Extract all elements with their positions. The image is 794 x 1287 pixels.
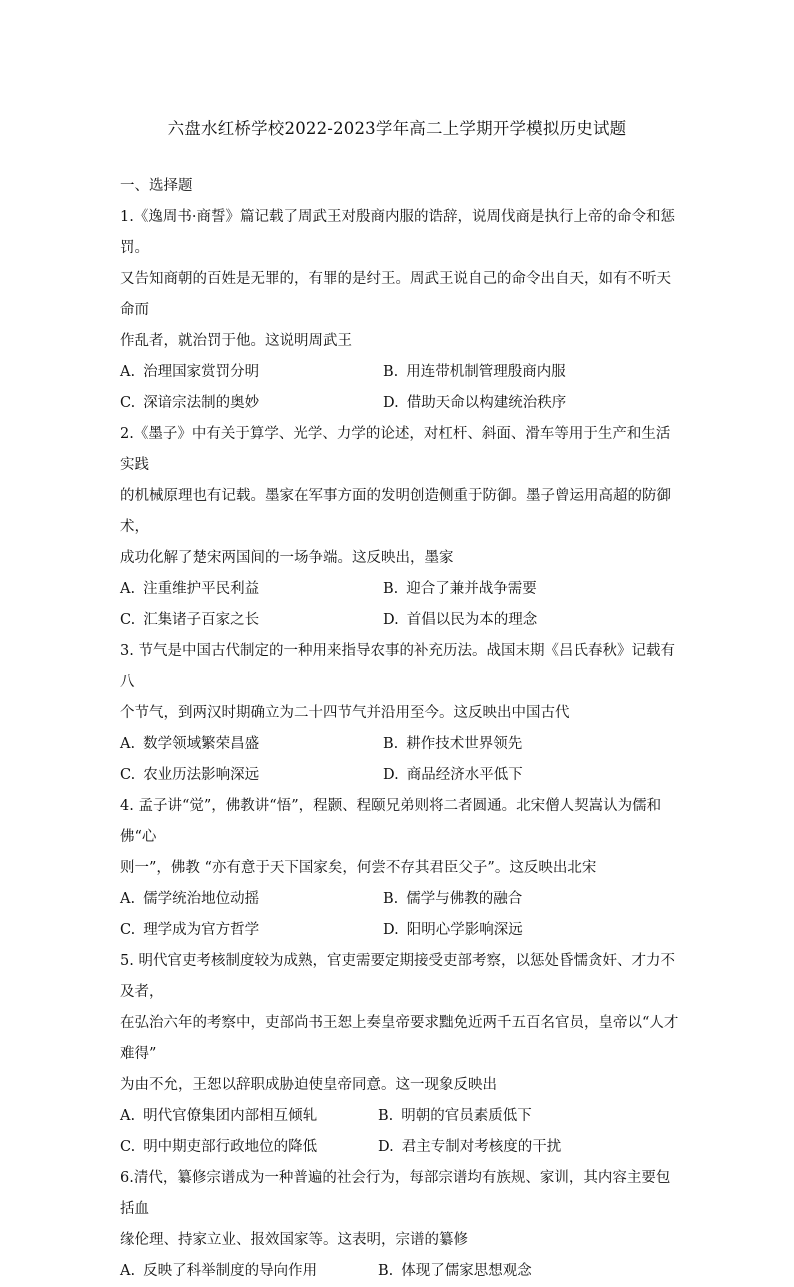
option-a bbox=[120, 574, 383, 605]
option-a bbox=[120, 1256, 378, 1287]
option-letter: A. bbox=[120, 1263, 136, 1279]
option-letter: A. bbox=[120, 581, 136, 597]
option-row bbox=[120, 884, 682, 915]
option-letter: C. bbox=[120, 1139, 136, 1155]
question-number: 4. bbox=[120, 798, 134, 814]
question-3 bbox=[120, 636, 682, 791]
option-text: 借助天命以构建统治秩序 bbox=[406, 395, 567, 411]
option-text: 农业历法影响深远 bbox=[143, 767, 260, 783]
option-row bbox=[120, 1101, 682, 1132]
question-text: 《逸周书·商誓》篇记载了周武王对殷商内服的诰辞，说周伐商是执行上帝的命令和惩罚。 bbox=[120, 209, 675, 256]
option-a bbox=[120, 357, 383, 388]
option-text: 深谙宗法制的奥妙 bbox=[143, 395, 260, 411]
option-text: 君主专制对考核度的干扰 bbox=[401, 1139, 562, 1155]
option-text: 阳明心学影响深远 bbox=[406, 922, 523, 938]
option-d bbox=[383, 760, 523, 791]
option-c bbox=[120, 915, 383, 946]
option-d bbox=[378, 1132, 561, 1163]
question-2 bbox=[120, 419, 682, 636]
option-text: 理学成为官方哲学 bbox=[143, 922, 260, 938]
option-letter: B. bbox=[383, 736, 399, 752]
option-row bbox=[120, 1132, 682, 1163]
question-stem-line: 缘伦理、持家立业、报效国家等。这表明，宗谱的纂修 bbox=[120, 1232, 468, 1248]
exam-title: 六盘水红桥学校2022-2023学年高二上学期开学模拟历史试题 bbox=[167, 119, 627, 138]
option-letter: A. bbox=[120, 891, 136, 907]
option-letter: D. bbox=[383, 395, 399, 411]
option-letter: B. bbox=[378, 1108, 394, 1124]
option-text: 儒学与佛教的融合 bbox=[406, 891, 523, 907]
option-d bbox=[383, 388, 566, 419]
question-1 bbox=[120, 202, 682, 419]
option-c bbox=[120, 388, 383, 419]
option-b bbox=[378, 1101, 532, 1132]
option-text: 注重维护平民利益 bbox=[143, 581, 260, 597]
question-text: 明代官吏考核制度较为成熟，官吏需要定期接受吏部考察，以惩处昏懦贪奸、才力不及者， bbox=[120, 953, 675, 1000]
option-letter: A. bbox=[120, 1108, 136, 1124]
exam-content bbox=[120, 171, 682, 1287]
option-text: 商品经济水平低下 bbox=[406, 767, 523, 783]
option-text: 用连带机制管理殷商内服 bbox=[406, 364, 566, 380]
option-letter: B. bbox=[383, 581, 399, 597]
option-b bbox=[383, 357, 566, 388]
option-text: 迎合了兼并战争需要 bbox=[406, 581, 537, 597]
option-b bbox=[383, 574, 537, 605]
option-letter: B. bbox=[378, 1263, 394, 1279]
option-text: 数学领域繁荣昌盛 bbox=[143, 736, 260, 752]
option-letter: D. bbox=[378, 1139, 394, 1155]
option-letter: C. bbox=[120, 612, 136, 628]
option-text: 儒学统治地位动摇 bbox=[143, 891, 260, 907]
option-a bbox=[120, 729, 383, 760]
option-text: 耕作技术世界领先 bbox=[406, 736, 523, 752]
option-a bbox=[120, 1101, 378, 1132]
option-b bbox=[383, 884, 522, 915]
question-stem-line: 又告知商朝的百姓是无罪的，有罪的是纣王。周武王说自己的命令出自天，如有不听天命而 bbox=[120, 271, 671, 318]
option-letter: B. bbox=[383, 891, 399, 907]
question-stem-line bbox=[120, 419, 682, 481]
option-letter: B. bbox=[383, 364, 399, 380]
option-letter: A. bbox=[120, 736, 136, 752]
question-stem-line bbox=[120, 946, 682, 1008]
option-row bbox=[120, 357, 682, 388]
option-text: 明代官僚集团内部相互倾轧 bbox=[143, 1108, 318, 1124]
option-d bbox=[383, 915, 523, 946]
option-text: 明中期吏部行政地位的降低 bbox=[143, 1139, 318, 1155]
question-number: 3. bbox=[120, 643, 134, 659]
question-stem-line: 个节气，到两汉时期确立为二十四节气并沿用至今。这反映出中国古代 bbox=[120, 705, 570, 721]
question-text: 孟子讲“觉”，佛教讲“悟”，程颢、程颐兄弟则将二者圆通。北宋僧人契嵩认为儒和佛“心 bbox=[120, 798, 662, 845]
option-letter: D. bbox=[383, 612, 399, 628]
option-text: 反映了科举制度的导向作用 bbox=[143, 1263, 318, 1279]
option-letter: D. bbox=[383, 922, 399, 938]
option-b bbox=[378, 1256, 532, 1287]
question-number: 5. bbox=[120, 953, 134, 969]
section-heading: 一、选择题 bbox=[120, 178, 193, 194]
question-stem-line bbox=[120, 791, 682, 853]
option-a bbox=[120, 884, 383, 915]
question-stem-line: 成功化解了楚宋两国间的一场争端。这反映出，墨家 bbox=[120, 550, 454, 566]
question-stem-line: 为由不允，王恕以辞职成胁迫使皇帝同意。这一现象反映出 bbox=[120, 1077, 497, 1093]
option-letter: A. bbox=[120, 364, 136, 380]
question-stem-line bbox=[120, 202, 682, 264]
question-text: 清代，纂修宗谱成为一种普遍的社会行为，每部宗谱均有族规、家训，其内容主要包括血 bbox=[120, 1170, 671, 1217]
option-text: 治理国家赏罚分明 bbox=[143, 364, 260, 380]
option-c bbox=[120, 1132, 378, 1163]
option-text: 首倡以民为本的理念 bbox=[406, 612, 538, 628]
option-row bbox=[120, 605, 682, 636]
option-text: 体现了儒家思想观念 bbox=[401, 1263, 532, 1279]
question-number: 6. bbox=[120, 1170, 134, 1186]
option-c bbox=[120, 605, 383, 636]
question-stem-line: 作乱者，就治罚于他。这说明周武王 bbox=[120, 333, 352, 349]
question-text: 《墨子》中有关于算学、光学、力学的论述，对杠杆、斜面、滑车等用于生产和生活实践 bbox=[120, 426, 671, 473]
option-row bbox=[120, 574, 682, 605]
option-b bbox=[383, 729, 522, 760]
option-text: 明朝的官员素质低下 bbox=[401, 1108, 532, 1124]
option-letter: C. bbox=[120, 767, 136, 783]
option-row bbox=[120, 388, 682, 419]
option-letter: C. bbox=[120, 395, 136, 411]
question-number: 1. bbox=[120, 209, 134, 225]
question-stem-line: 则一”，佛教 “亦有意于天下国家矣，何尝不存其君臣父子”。这反映出北宋 bbox=[120, 860, 597, 876]
option-text: 汇集诸子百家之长 bbox=[143, 612, 260, 628]
question-5 bbox=[120, 946, 682, 1163]
option-d bbox=[383, 605, 537, 636]
question-stem-line bbox=[120, 636, 682, 698]
option-c bbox=[120, 760, 383, 791]
question-stem-line: 的机械原理也有记载。墨家在军事方面的发明创造侧重于防御。墨子曾运用高超的防御术， bbox=[120, 488, 671, 535]
question-number: 2. bbox=[120, 426, 134, 442]
option-row bbox=[120, 915, 682, 946]
question-text: 节气是中国古代制定的一种用来指导农事的补充历法。战国末期《吕氏春秋》记载有八 bbox=[120, 643, 675, 690]
option-row bbox=[120, 1256, 682, 1287]
option-row bbox=[120, 729, 682, 760]
option-letter: D. bbox=[383, 767, 399, 783]
question-stem-line bbox=[120, 1163, 682, 1225]
option-letter: C. bbox=[120, 922, 136, 938]
question-4 bbox=[120, 791, 682, 946]
question-6 bbox=[120, 1163, 682, 1287]
question-stem-line: 在弘治六年的考察中，吏部尚书王恕上奏皇帝要求黜免近两千五百名官员，皇帝以“人才难得” bbox=[120, 1015, 679, 1062]
option-row bbox=[120, 760, 682, 791]
